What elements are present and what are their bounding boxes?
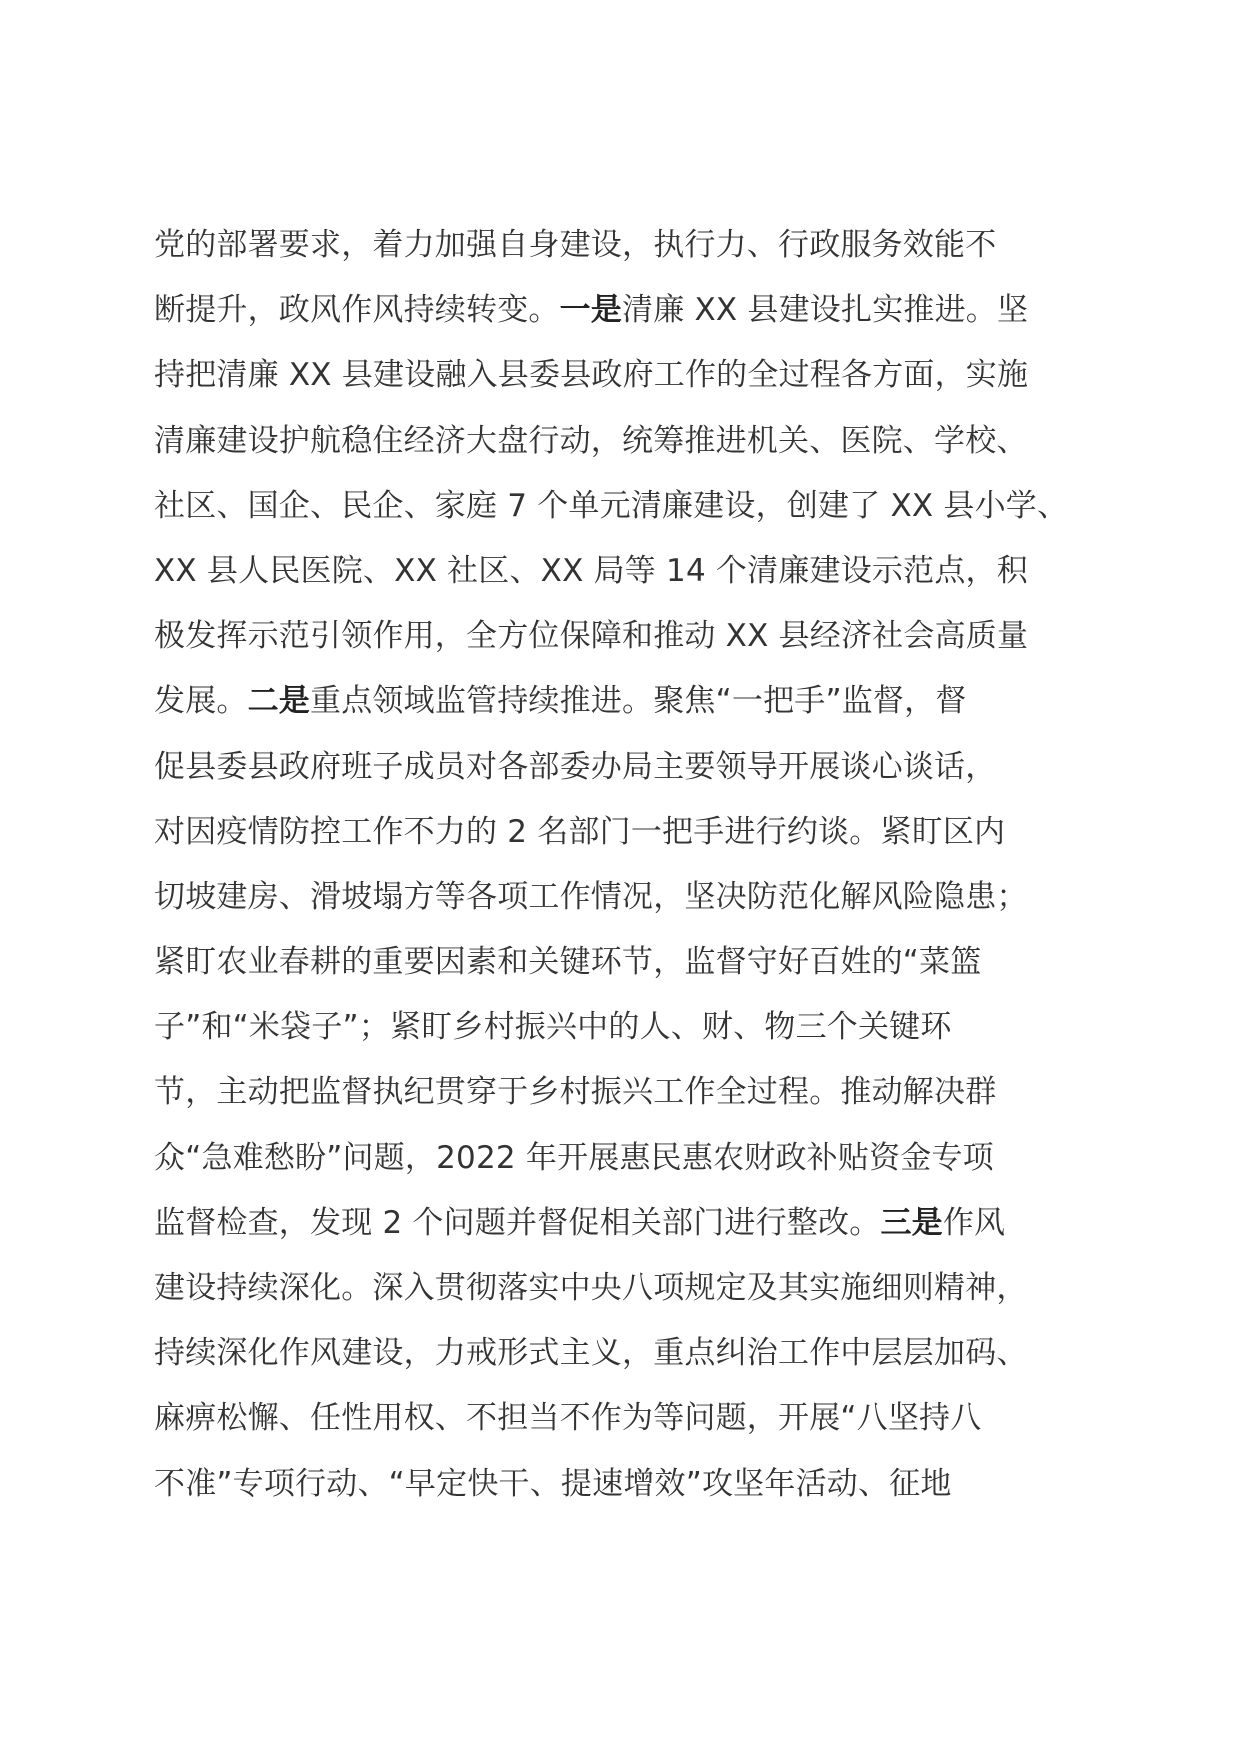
body-paragraph (154, 222, 1114, 1526)
text-segment: 不准”专项行动、“早定快干、提速增效”攻坚年活动、征地 (154, 1465, 952, 1502)
text-segment: 建设持续深化。深入贯彻落实中央八项规定及其实施细则精神， (154, 1270, 1028, 1306)
text-line (154, 222, 1114, 287)
text-line (154, 548, 1114, 613)
text-segment: 切坡建房、滑坡塌方等各项工作情况，坚决防范化解风险隐患； (154, 878, 1028, 915)
text-segment: 重点领域监管持续推进。聚焦“一把手”监督，督 (310, 683, 967, 720)
text-line (154, 809, 1114, 874)
text-segment: 社区、国企、民企、家庭 7 个单元清廉建设，创建了 XX 县小学、 (154, 487, 1069, 524)
text-segment: 监督检查，发现 2 个问题并督促相关部门进行整改。 (154, 1204, 881, 1241)
text-line (154, 1069, 1114, 1134)
text-line (154, 744, 1114, 809)
text-line (154, 678, 1114, 743)
text-line (154, 483, 1114, 548)
text-line (154, 1200, 1114, 1265)
bold-lead-marker: 三是 (880, 1204, 943, 1241)
text-segment: 清廉 XX 县建设扎实推进。坚 (622, 292, 1029, 329)
text-segment: 促县委县政府班子成员对各部委办局主要领导开展谈心谈话， (154, 748, 997, 785)
text-segment: 持把清廉 XX 县建设融入县委县政府工作的全过程各方面，实施 (154, 357, 1029, 394)
text-segment: 众“急难愁盼”问题，2022 年开展惠民惠农财政补贴资金专项 (154, 1139, 994, 1176)
text-segment: 节，主动把监督执纪贯穿于乡村振兴工作全过程。推动解决群 (154, 1074, 997, 1111)
text-line (154, 939, 1114, 1004)
text-segment: 紧盯农业春耕的重要因素和关键环节，监督守好百姓的“菜篮 (154, 944, 982, 981)
text-segment: 作风 (942, 1204, 1006, 1241)
text-segment: 断提升，政风作风持续转变。 (154, 292, 560, 329)
text-line (154, 613, 1114, 678)
text-segment: 党的部署要求，着力加强自身建设，执行力、行政服务效能不 (154, 227, 997, 263)
text-line (154, 874, 1114, 939)
text-segment: 极发挥示范引领作用，全方位保障和推动 XX 县经济社会高质量 (154, 618, 1029, 655)
text-segment: 清廉建设护航稳住经济大盘行动，统筹推进机关、医院、学校、 (154, 422, 1028, 459)
text-segment: XX 县人民医院、XX 社区、XX 局等 14 个清廉建设示范点，积 (154, 552, 1028, 589)
text-segment: 对因疫情防控工作不力的 2 名部门一把手进行约谈。紧盯区内 (154, 813, 1006, 850)
text-line (154, 1265, 1114, 1330)
text-segment: 子”和“米袋子”；紧盯乡村振兴中的人、财、物三个关键环 (154, 1009, 952, 1046)
text-line (154, 1395, 1114, 1460)
text-segment: 麻痹松懈、任性用权、不担当不作为等问题，开展“八坚持八 (154, 1400, 982, 1437)
text-line (154, 1135, 1114, 1200)
text-line (154, 1461, 1114, 1526)
text-line (154, 1330, 1114, 1395)
text-line (154, 352, 1114, 417)
text-line (154, 287, 1114, 352)
text-line (154, 418, 1114, 483)
text-line (154, 1004, 1114, 1069)
bold-lead-marker: 二是 (247, 683, 311, 720)
bold-lead-marker: 一是 (559, 292, 623, 329)
text-segment: 持续深化作风建设，力戒形式主义，重点纠治工作中层层加码、 (154, 1335, 1028, 1372)
text-segment: 发展。 (154, 683, 248, 720)
